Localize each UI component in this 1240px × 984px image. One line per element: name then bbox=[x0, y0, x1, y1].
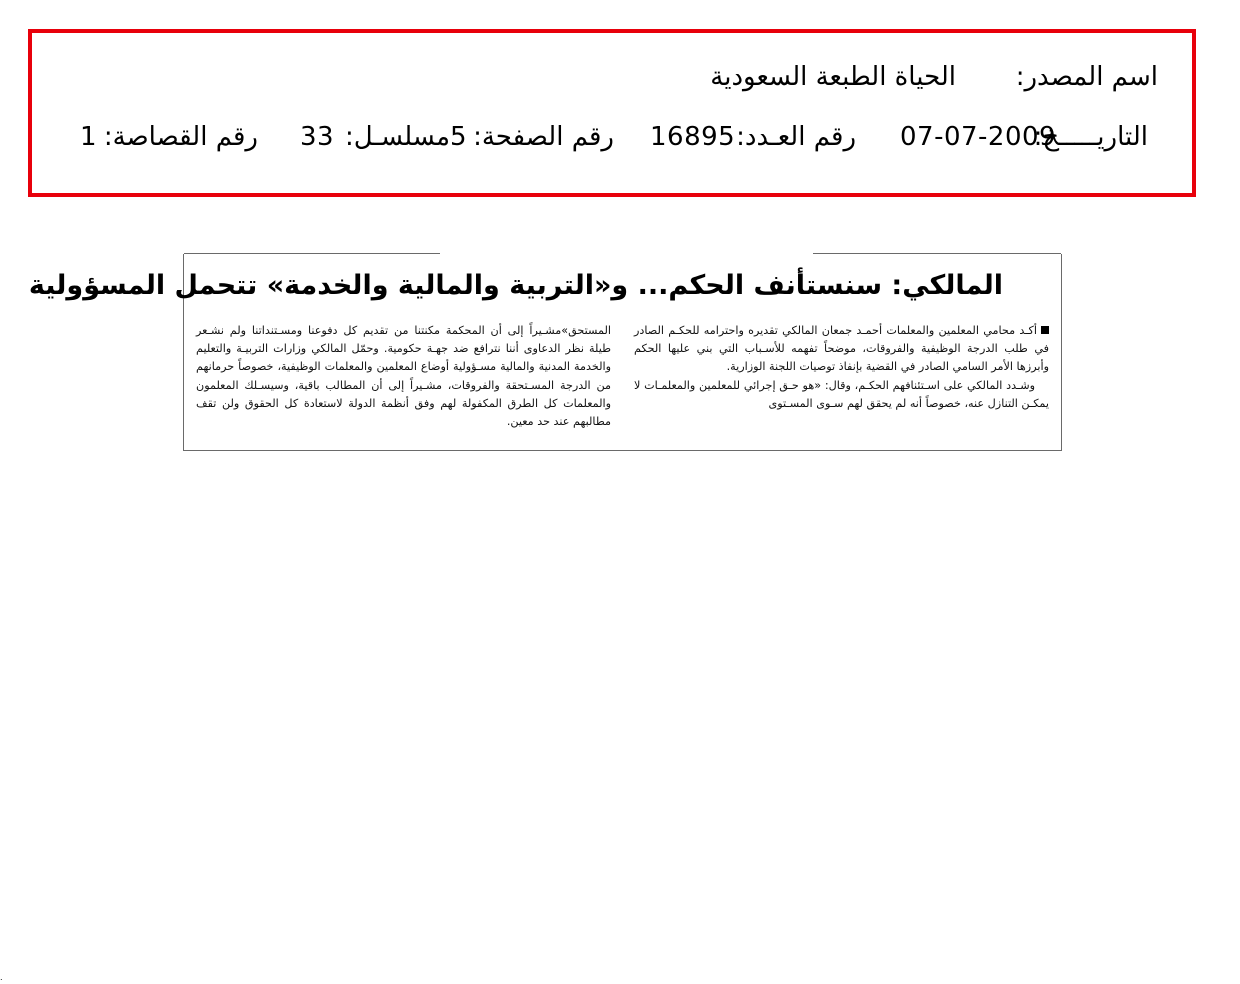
news-article-clipping bbox=[28, 254, 1062, 451]
clip-label: رقم القصاصة: bbox=[103, 122, 258, 152]
date-label: التاريـــــخ: bbox=[1033, 122, 1148, 152]
issue-details-row bbox=[32, 117, 1192, 157]
page-value: 5 bbox=[450, 122, 468, 152]
page-label: رقم الصفحة: bbox=[473, 122, 614, 152]
paragraph bbox=[634, 322, 1049, 377]
source-label: اسم المصدر: bbox=[1015, 62, 1158, 92]
paragraph: المستحق»مشـيراً إلى أن المحكمة مكنتنا من تقديم كل دفوعنا ومسـتنداتنا ولم نشـعر طيلة نظر الدعاوى أننا نترافع ضد جهـة حكومية. وحمّل المالكي وزارات التربيـة والتعليم والخدمة المدنية والمالية مسـؤولية أوضاع المعلمين والمعلمات الوظيفية، خصوصاً حرمانهم من الدرجة المسـتحقة والفروقات، مشـيراً إلى أن المطالب باقية، وسيسـلك المعلمون والمعلمات كل الطرق المكفولة لهم وفق أنظمة الدولة لاستعادة كل الحقوق ولن تقف مطالبهم عند حد معين. bbox=[196, 324, 611, 429]
clip-value: 1 bbox=[80, 122, 98, 152]
date-value: 07-07-2009 bbox=[900, 122, 1057, 152]
article-headline: المالكي: سنستأنف الحكم... و«التربية والمالية والخدمة» تتحمل المسؤولية bbox=[28, 270, 1003, 301]
source-row bbox=[32, 57, 1192, 97]
top-rule-left bbox=[184, 253, 440, 254]
issue-value: 16895 bbox=[650, 122, 736, 152]
scan-corner-mark: . bbox=[0, 973, 3, 982]
source-value: الحياة الطبعة السعودية bbox=[710, 62, 956, 92]
serial-label: مسلسـل: bbox=[345, 122, 450, 152]
paragraph: وشـدد المالكي على اسـتئنافهم الحكـم، وقال: «هو حـق إجرائي للمعلمين والمعلمـات لا يمكـن التنازل عنه، خصوصاً أنه لم يحقق لهم سـوى المسـتوى bbox=[634, 378, 1049, 410]
issue-label: رقم العـدد: bbox=[736, 122, 856, 152]
top-rule-right bbox=[813, 253, 1061, 254]
source-metadata-box bbox=[28, 29, 1196, 197]
serial-value: 33 bbox=[300, 122, 335, 152]
paragraph-text: أكـد محامي المعلمين والمعلمات أحمـد جمعان المالكي تقديره واحترامه للحكـم الصادر في طلب الدرجة الوظيفية والفروقات، موضحاً تفهمه للأسـباب التي بني عليها الحكم وأبرزها الأمر السامي الصادر في القضية بإنفاذ توصيات اللجنة الوزارية. bbox=[634, 324, 1049, 374]
square-bullet-icon bbox=[1041, 326, 1049, 334]
article-column-left bbox=[196, 322, 611, 431]
article-column-right bbox=[634, 322, 1049, 413]
